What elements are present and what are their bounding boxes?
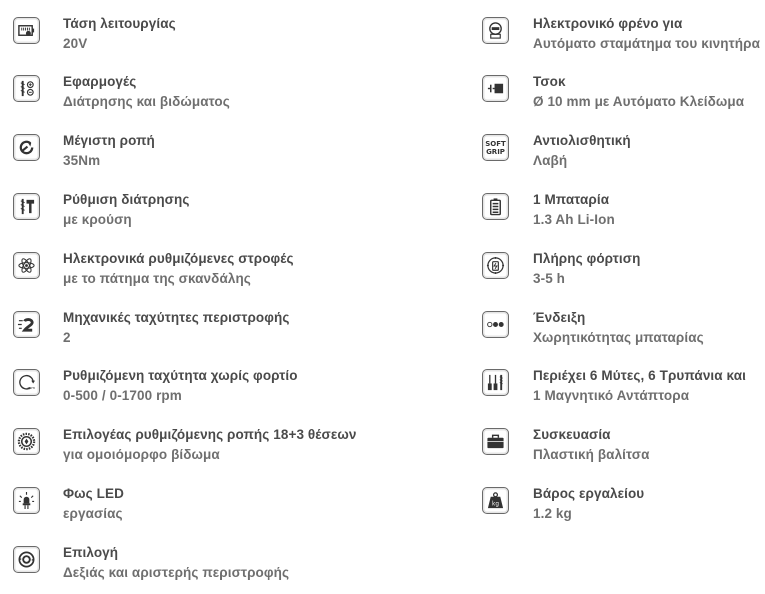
spec-title: Ρυθμιζόμενη ταχύτητα χωρίς φορτίο	[63, 368, 298, 383]
spec-item-torque-selector	[13, 428, 473, 476]
spec-value: εργασίας	[63, 506, 123, 521]
spec-item-battery	[482, 193, 765, 241]
spec-title: Ρύθμιση διάτρησης	[63, 192, 190, 207]
spec-item-chuck	[482, 75, 765, 123]
spec-item-rotation	[13, 546, 473, 594]
rpm-icon	[13, 369, 40, 396]
voltage-battery-icon	[13, 17, 40, 44]
spec-item-voltage	[13, 17, 473, 65]
spec-title: Τσοκ	[533, 74, 566, 89]
spec-item-gear-speeds	[13, 311, 473, 359]
spec-value: 1.3 Ah Li-Ion	[533, 212, 615, 227]
spec-value: με το πάτημα της σκανδάλης	[63, 271, 251, 286]
chuck-icon	[482, 75, 509, 102]
spec-item-indicator	[482, 311, 765, 359]
spec-value: 20V	[63, 36, 88, 51]
spec-item-electronic-brake	[482, 17, 765, 65]
spec-value: Ø 10 mm με Αυτόματο Κλείδωμα	[533, 94, 745, 109]
spec-title: Εφαρμογές	[63, 74, 137, 89]
drill-hammer-icon	[13, 193, 40, 220]
svg-text:kg: kg	[492, 501, 499, 508]
spec-item-rpm	[13, 369, 473, 417]
battery-indicator-icon	[482, 311, 509, 338]
spec-item-max-torque	[13, 134, 473, 182]
spec-value: 2	[63, 330, 71, 345]
spec-item-drill-setting	[13, 193, 473, 241]
applications-icon	[13, 75, 40, 102]
spec-value: 35Nm	[63, 153, 101, 168]
torque-icon	[13, 134, 40, 161]
spec-value: 0-500 / 0-1700 rpm	[63, 388, 182, 403]
spec-value: Αυτόματο σταμάτημα του κινητήρα	[533, 36, 760, 51]
electronic-speed-icon	[13, 252, 40, 279]
accessories-icon	[482, 369, 509, 396]
spec-value: Χωρητικότητας μπαταρίας	[533, 330, 704, 345]
spec-title: Επιλογή	[63, 545, 119, 560]
spec-value: 1.2 kg	[533, 506, 572, 521]
spec-title: 1 Μπαταρία	[533, 192, 610, 207]
spec-value: με κρούση	[63, 212, 132, 227]
spec-title: Συσκευασία	[533, 427, 611, 442]
spec-title: Αντιολισθητική	[533, 133, 631, 148]
svg-text:rpm: rpm	[27, 385, 36, 391]
spec-item-soft-grip	[482, 134, 765, 182]
spec-value: 1 Μαγνητικό Αντάπτορα	[533, 388, 690, 403]
electronic-brake-icon	[482, 17, 509, 44]
spec-item-electronic-speed	[13, 252, 473, 300]
torque-selector-icon	[13, 428, 40, 455]
spec-title: Φως LED	[63, 486, 124, 501]
spec-item-accessories	[482, 369, 765, 417]
spec-title: Τάση λειτουργίας	[63, 16, 176, 31]
gear-speeds-icon	[13, 311, 40, 338]
spec-title: Ηλεκτρονικό φρένο για	[533, 16, 683, 31]
spec-title: Περιέχει 6 Μύτες, 6 Τρυπάνια και	[533, 368, 746, 383]
spec-title: Ένδειξη	[533, 310, 586, 325]
spec-value: Δεξιάς και αριστερής περιστροφής	[63, 565, 290, 580]
spec-title: Πλήρης φόρτιση	[533, 251, 641, 266]
led-light-icon	[13, 487, 40, 514]
case-icon	[482, 428, 509, 455]
spec-item-packaging	[482, 428, 765, 476]
spec-value: 3-5 h	[533, 271, 566, 286]
spec-title: Μέγιστη ροπή	[63, 133, 155, 148]
spec-item-applications	[13, 75, 473, 123]
charging-time-icon	[482, 252, 509, 279]
weight-icon	[482, 487, 509, 514]
spec-title: Ηλεκτρονικά ρυθμιζόμενες στροφές	[63, 251, 294, 266]
spec-value: Λαβή	[533, 153, 568, 168]
spec-title: Βάρος εργαλείου	[533, 486, 645, 501]
spec-item-weight	[482, 487, 765, 535]
battery-icon	[482, 193, 509, 220]
rotation-direction-icon	[13, 546, 40, 573]
soft-grip-icon: SOFT GRIP	[482, 134, 509, 161]
spec-value: Πλαστική βαλίτσα	[533, 447, 650, 462]
spec-item-led	[13, 487, 473, 535]
spec-item-full-charge	[482, 252, 765, 300]
spec-value: Διάτρησης και βιδώματος	[63, 94, 230, 109]
spec-title: Μηχανικές ταχύτητες περιστροφής	[63, 310, 290, 325]
spec-title: Επιλογέας ρυθμιζόμενης ροπής 18+3 θέσεων	[63, 427, 357, 442]
spec-value: για ομοιόμορφο βίδωμα	[63, 447, 220, 462]
